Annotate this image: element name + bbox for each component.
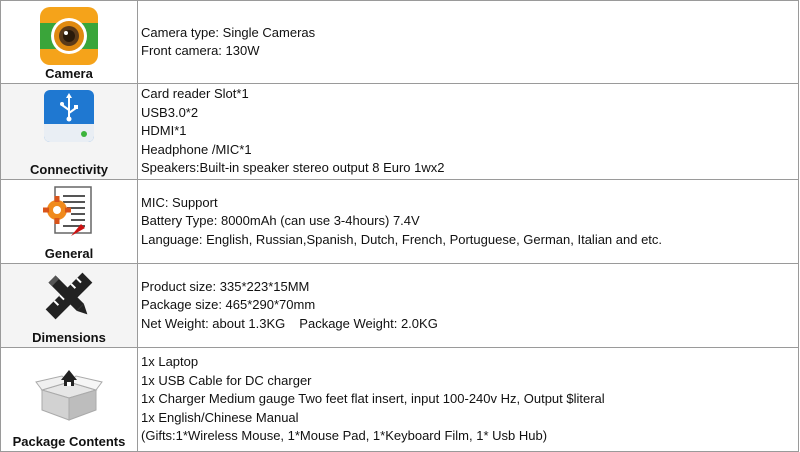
spec-row-dimensions bbox=[1, 264, 799, 348]
spec-line: Battery Type: 8000mAh (can use 3-4hours) 7.4V bbox=[141, 213, 420, 229]
category-cell-dimensions bbox=[1, 264, 138, 348]
spec-line: Front camera: 130W bbox=[141, 43, 260, 58]
package-box-icon bbox=[34, 364, 104, 422]
camera-icon bbox=[38, 5, 100, 67]
spec-detail-package-contents bbox=[138, 348, 799, 452]
spec-line: Package size: 465*290*70mm bbox=[141, 297, 316, 313]
net-weight: Net Weight: about 1.3KG bbox=[141, 315, 286, 331]
spec-line: Camera type: Single Cameras bbox=[141, 24, 316, 40]
category-label: Package Contents bbox=[12, 434, 126, 449]
spec-line: (Gifts:1*Wireless Mouse, 1*Mouse Pad, 1*Keyboard Film, 1* Usb Hub) bbox=[141, 428, 548, 444]
spec-line: Headphone /MIC*1 bbox=[141, 141, 252, 157]
usb-drive-icon bbox=[42, 88, 96, 144]
spec-line-weight bbox=[141, 315, 798, 334]
category-label: Connectivity bbox=[29, 162, 108, 177]
spec-line: HDMI*1 bbox=[141, 123, 187, 139]
spec-line: Product size: 335*223*15MM bbox=[141, 278, 310, 294]
ruler-pencil-icon bbox=[41, 268, 97, 324]
spec-line: 1x Laptop bbox=[141, 354, 199, 370]
spec-line: 1x Charger Medium gauge Two feet flat insert, input 100-240v Hz, Output $literal bbox=[141, 391, 605, 407]
category-cell-package-contents bbox=[1, 348, 138, 452]
spec-line: Card reader Slot*1 bbox=[141, 86, 249, 102]
spec-row-connectivity bbox=[1, 84, 799, 180]
category-cell-general bbox=[1, 180, 138, 264]
category-label: General bbox=[44, 246, 94, 261]
spec-line: Language: English, Russian,Spanish, Dutch, French, Portuguese, German, Italian and etc. bbox=[141, 231, 663, 247]
category-label: Camera bbox=[45, 66, 93, 81]
category-label: Dimensions bbox=[32, 330, 106, 345]
spec-detail-general bbox=[138, 180, 799, 264]
spec-line: USB3.0*2 bbox=[141, 104, 199, 120]
category-cell-camera bbox=[1, 1, 138, 84]
category-cell-connectivity bbox=[1, 84, 138, 180]
spec-row-general bbox=[1, 180, 799, 264]
spec-detail-camera bbox=[138, 1, 799, 84]
spec-detail-dimensions bbox=[138, 264, 799, 348]
spec-line: 1x English/Chinese Manual bbox=[141, 409, 299, 425]
spec-line: Speakers:Built-in speaker stereo output 8 Euro 1wx2 bbox=[141, 160, 445, 176]
settings-document-icon bbox=[41, 184, 97, 238]
spec-row-camera bbox=[1, 1, 799, 84]
package-weight: Package Weight: 2.0KG bbox=[299, 315, 438, 331]
spec-line: MIC: Support bbox=[141, 194, 218, 210]
spec-detail-connectivity bbox=[138, 84, 799, 180]
spec-line: 1x USB Cable for DC charger bbox=[141, 372, 312, 388]
spec-row-package-contents bbox=[1, 348, 799, 452]
